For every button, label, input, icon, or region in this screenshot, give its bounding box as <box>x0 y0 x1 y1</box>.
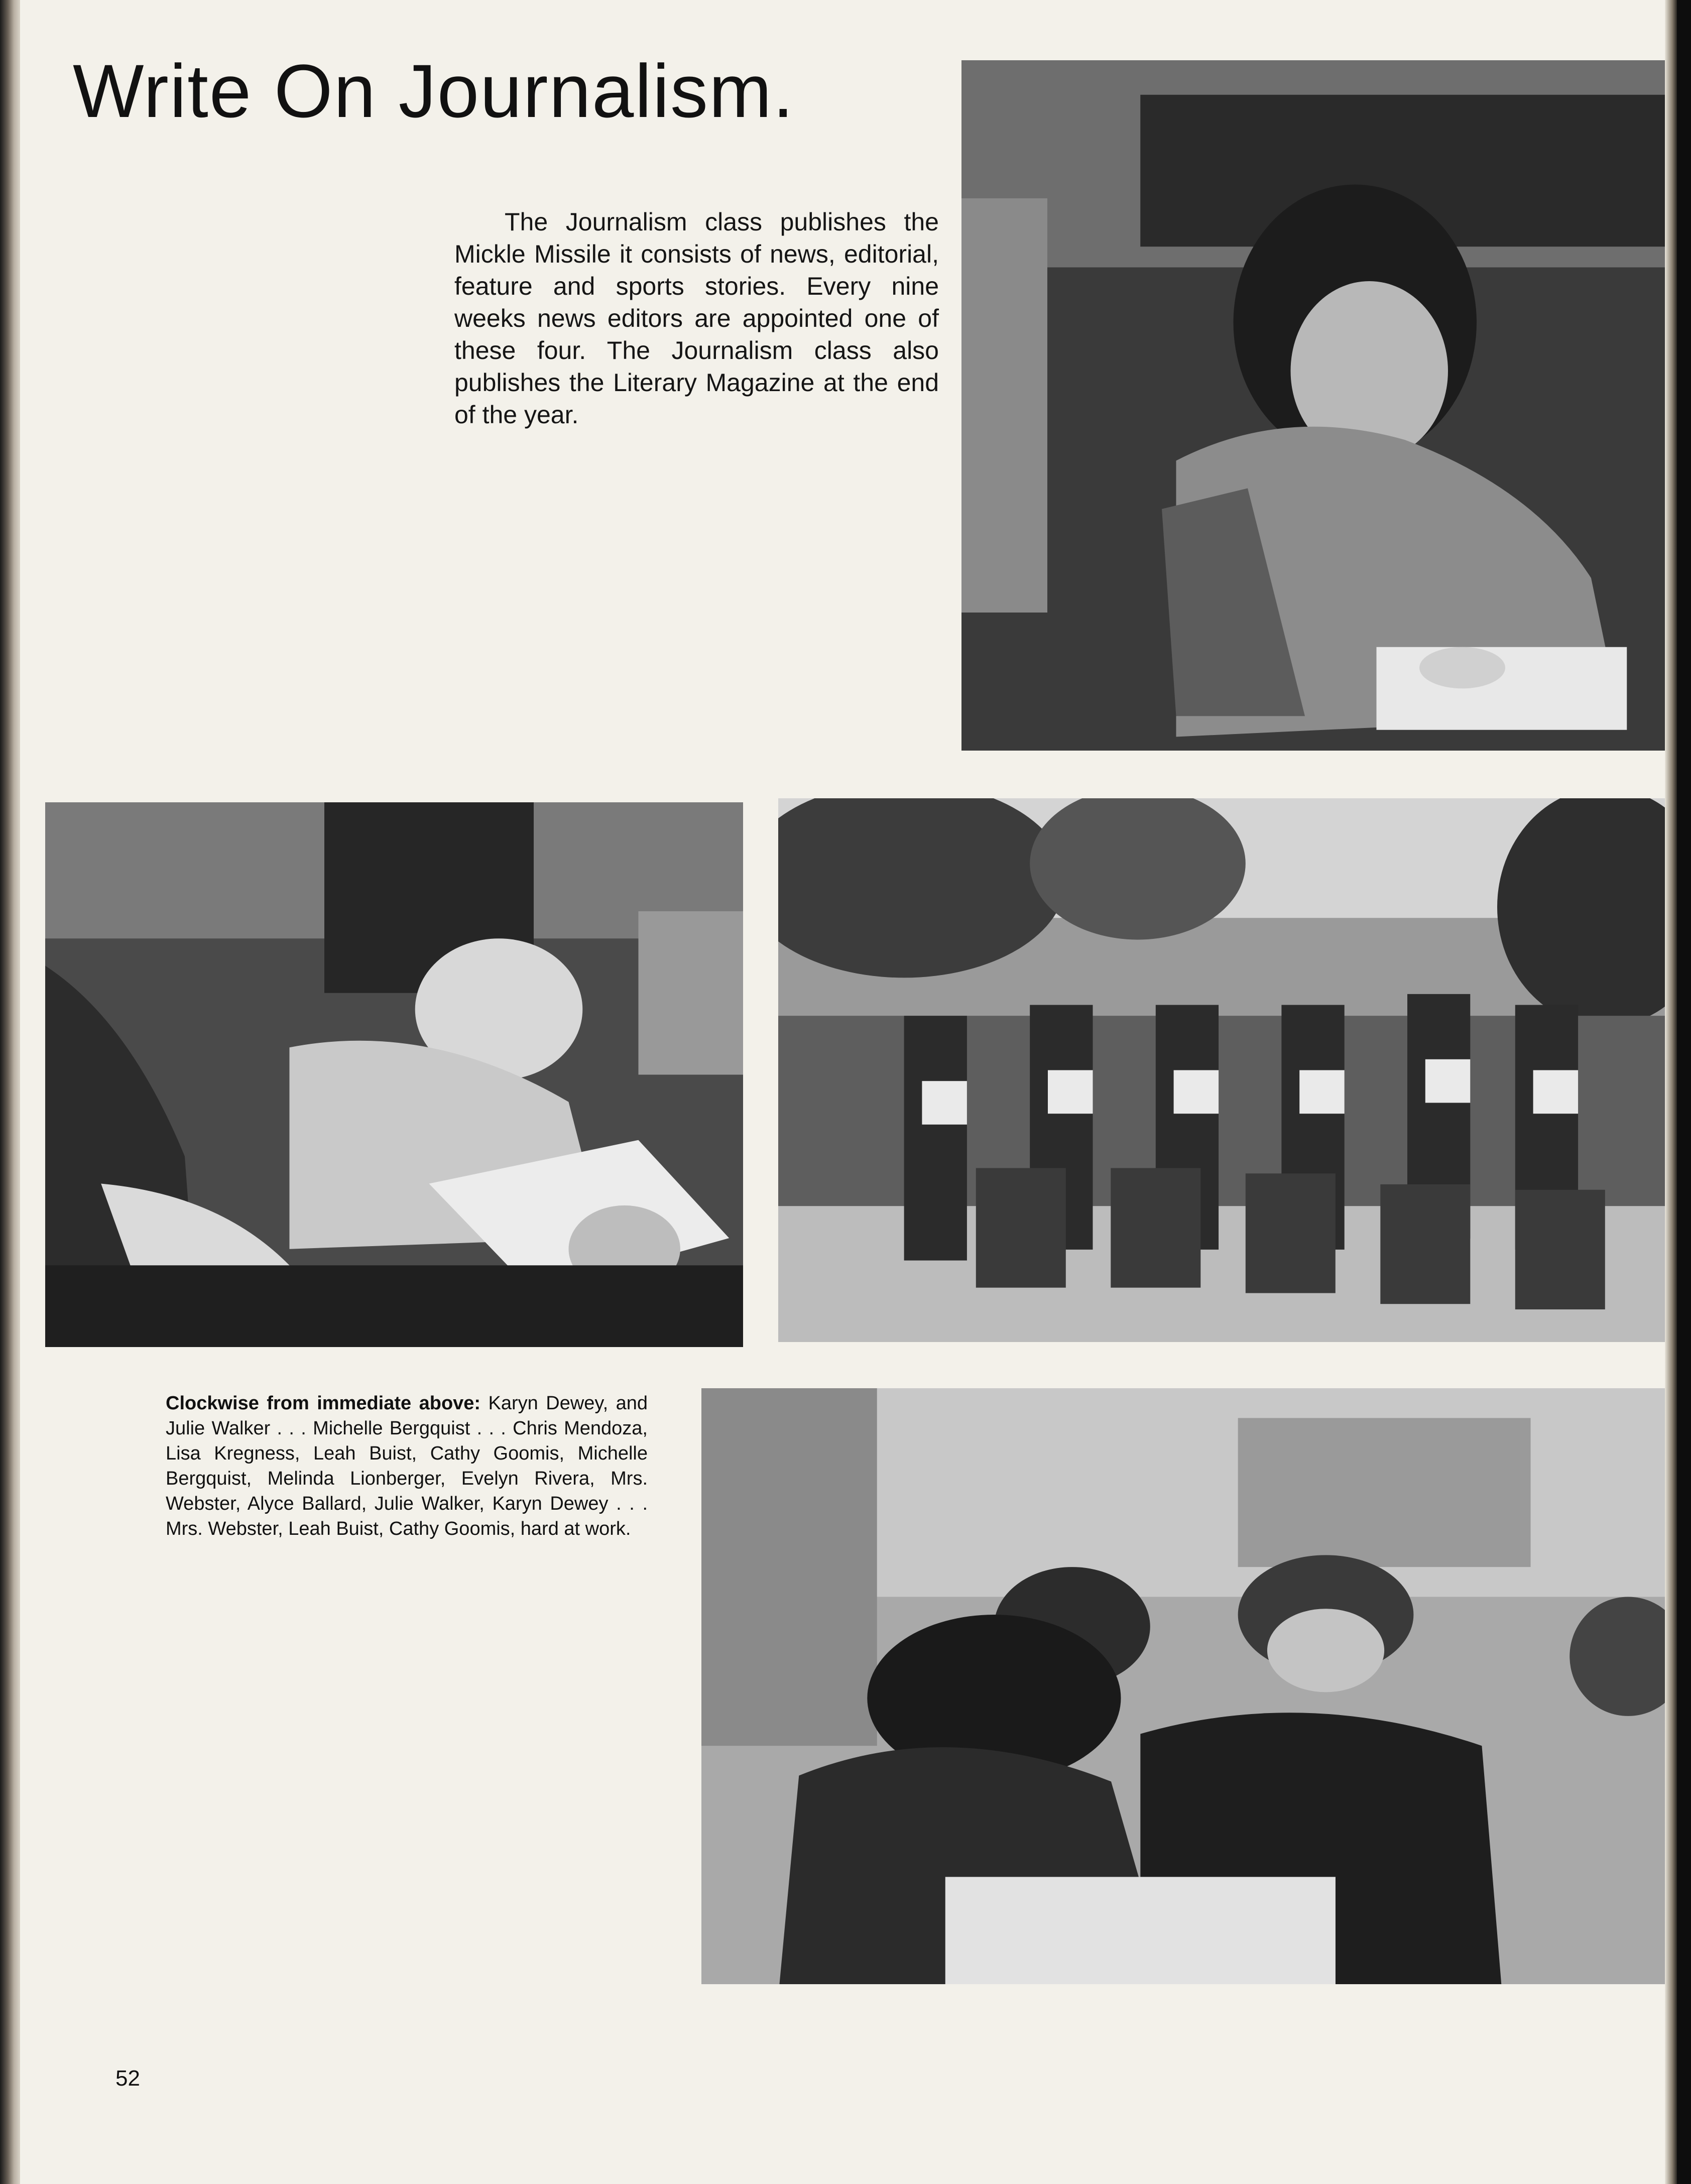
photo-caption <box>166 1391 648 1541</box>
intro-paragraph: The Journalism class publishes the Mickle Missile it consists of news, editorial, feature and sports stories. Every nine weeks news editors are appointed one of these four. The Journalism class also publishes the Literary Magazine at the end of the year. <box>454 208 939 429</box>
photo-student-writing <box>961 60 1677 751</box>
photo-journalism-group <box>778 798 1677 1342</box>
photo-student-drawing <box>45 802 743 1347</box>
book-binding <box>0 0 20 2184</box>
page-edge <box>1665 0 1677 2184</box>
yearbook-page <box>20 0 1677 2184</box>
page-number: 52 <box>115 2066 140 2091</box>
page-title: Write On Journalism. <box>73 49 795 133</box>
caption-body: Karyn Dewey, and Julie Walker . . . Michelle Bergquist . . . Chris Mendoza, Lisa Kregness, Leah Buist, Cathy Goomis, Michelle Bergquist, Melinda Lionberger, Evelyn Rivera, Mrs. Webster, Alyce Ballard, Julie Walker, Karyn Dewey . . . Mrs. Webster, Leah Buist, Cathy Goomis, hard at work. <box>166 1393 648 1539</box>
caption-lead: Clockwise from immediate above: <box>166 1393 481 1414</box>
photo-hard-at-work <box>701 1388 1677 1984</box>
